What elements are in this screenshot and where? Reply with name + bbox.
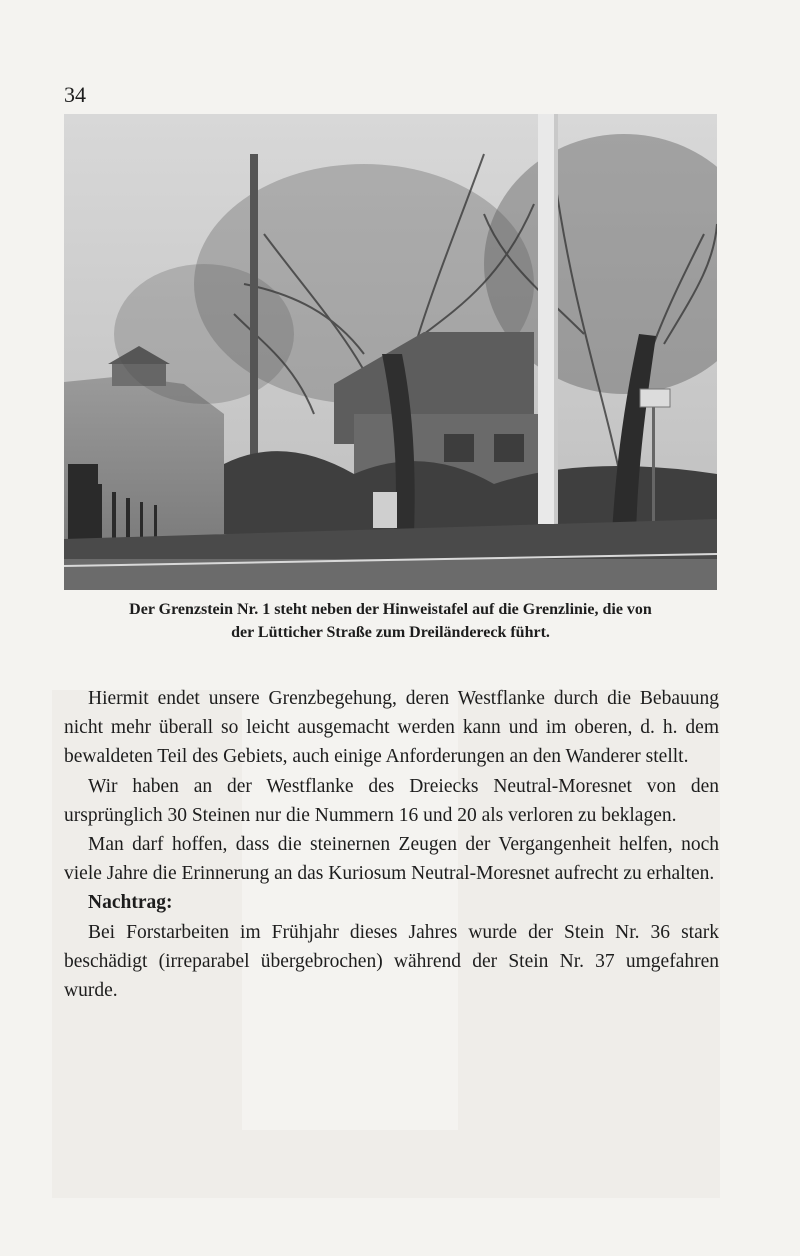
- paragraph-2: Wir haben an der Westflanke des Dreiecks Neutral-Moresnet von den ursprünglich 30 Steinen nur die Nummern 16 und 20 als verloren zu beklagen.: [64, 775, 719, 826]
- addendum-paragraph: Bei Forstarbeiten im Frühjahr dieses Jahres wurde der Stein Nr. 36 stark beschädigt (irreparabel übergebrochen) während der Stein Nr. 37 umgefahren wurde.: [64, 921, 719, 1002]
- paragraph-3: Man darf hoffen, dass die steinernen Zeugen der Vergangenheit helfen, noch viele Jahre die Erinnerung an das Kuriosum Neutral-Moresnet aufrecht zu erhalten.: [64, 834, 719, 885]
- addendum-heading: Nachtrag:: [88, 892, 173, 914]
- sign-post: [652, 404, 655, 524]
- boundary-stone: [373, 492, 397, 528]
- paragraph-1: Hiermit endet unsere Grenzbegehung, deren Westflanke durch die Bebauung nicht mehr überall so leicht ausgemacht werden kann und im oberen, d. h. dem bewaldeten Teil des Gebiets, auch einige Anforderungen an den Wanderer stellt.: [64, 688, 719, 768]
- body-text: [64, 684, 719, 1005]
- photo-caption: [64, 598, 717, 644]
- photo-illustration: [64, 114, 717, 590]
- show-through-middle: [242, 1130, 458, 1198]
- page-number: 34: [64, 82, 86, 107]
- info-sign: [640, 389, 670, 407]
- boundary-stone-photo: [64, 114, 717, 590]
- caption-line-2: der Lütticher Straße zum Dreiländereck führt.: [231, 624, 550, 641]
- caption-line-1: Der Grenzstein Nr. 1 steht neben der Hinweistafel auf die Grenzlinie, die von: [129, 601, 652, 618]
